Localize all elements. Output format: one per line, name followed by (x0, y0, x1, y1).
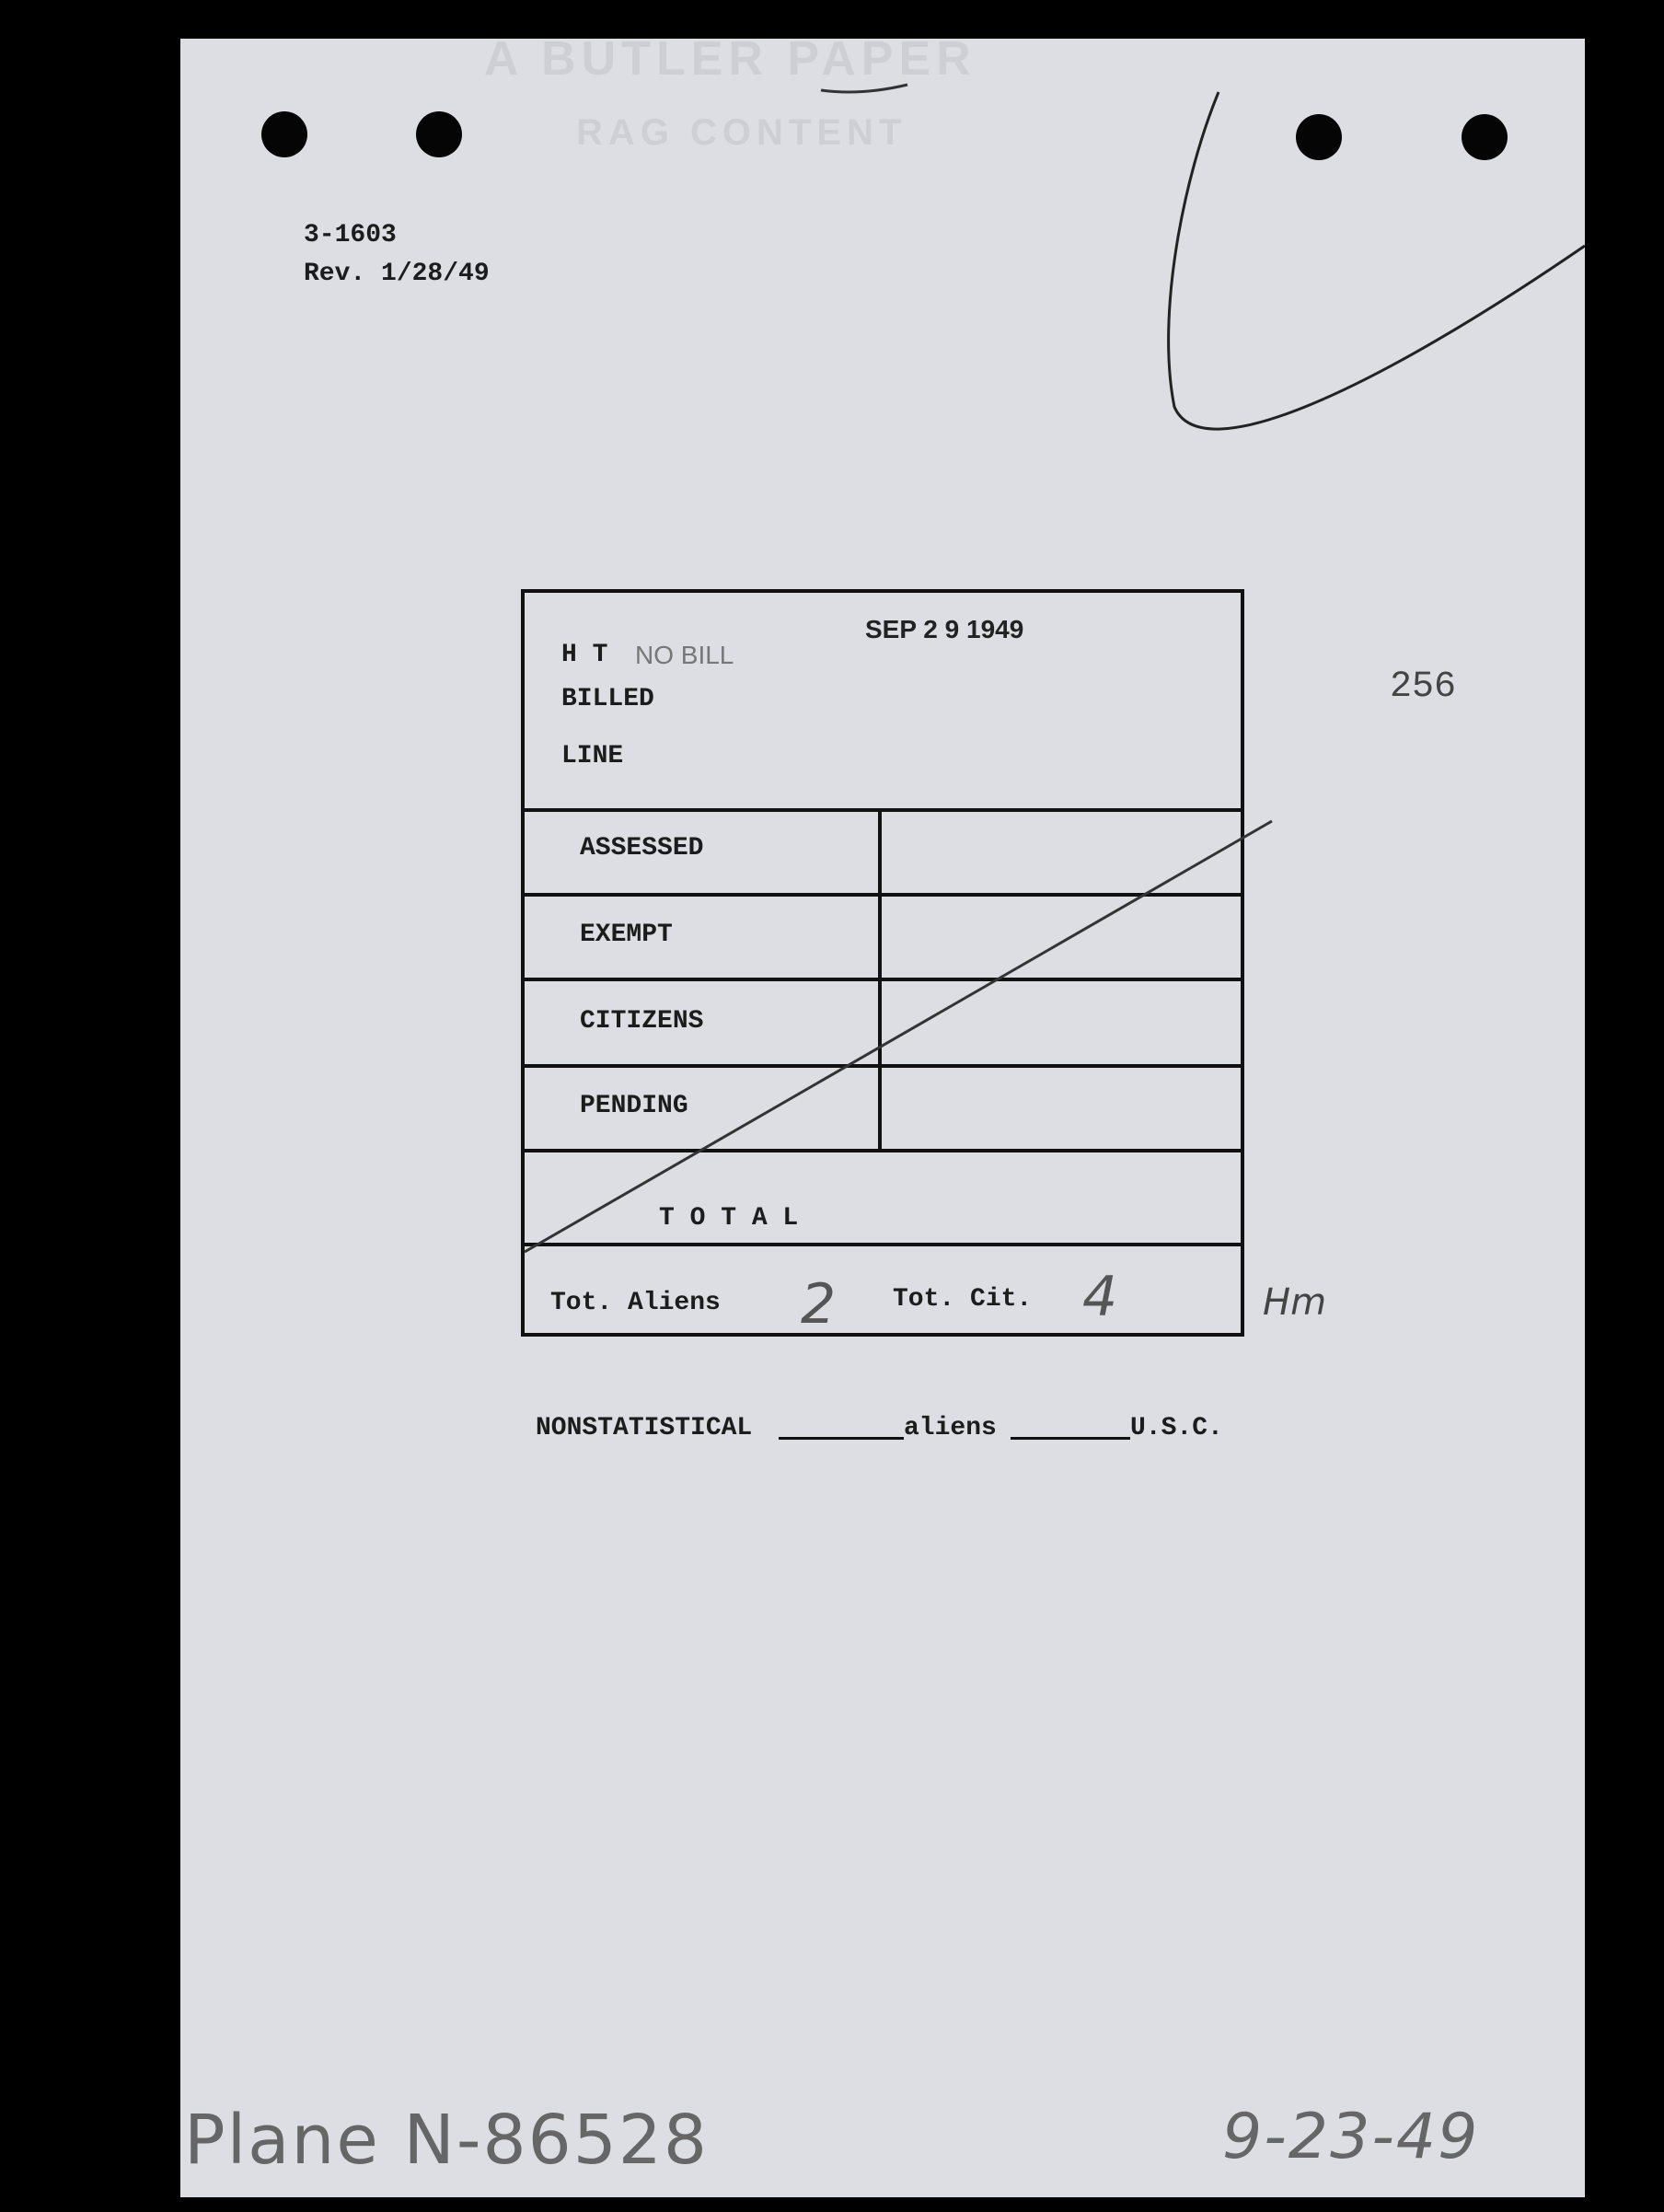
page-number: 256 (1390, 666, 1457, 708)
nonstatistical-label: NONSTATISTICAL (536, 1414, 753, 1442)
nonstatistical-aliens-label: aliens (904, 1414, 997, 1442)
category-exempt-label: EXEMPT (580, 921, 673, 949)
handwritten-date: 9-23-49 (1222, 2101, 1480, 2173)
date-stamp: SEP 2 9 1949 (865, 615, 1024, 643)
document-page (180, 32, 1585, 2197)
tot-cit-label: Tot. Cit. (893, 1285, 1033, 1314)
tot-aliens-value: 2 (801, 1272, 837, 1337)
category-pending-label: PENDING (580, 1092, 688, 1120)
handwritten-plane-number: Plane N-86528 (184, 2101, 709, 2180)
tot-cit-value: 4 (1082, 1265, 1118, 1329)
watermark-line-1: A BUTLER PAPER (484, 32, 976, 86)
line-label: LINE (561, 742, 624, 770)
watermark-line-2: RAG CONTENT (576, 112, 907, 153)
category-assessed-label: ASSESSED (580, 834, 704, 863)
nonstatistical-blank-2 (1011, 1437, 1130, 1440)
total-label: T O T A L (659, 1204, 799, 1233)
category-citizens-label: CITIZENS (580, 1007, 704, 1036)
form-number: 3-1603 (304, 221, 397, 249)
nonstatistical-blank-1 (779, 1437, 904, 1440)
strike-through-line (180, 39, 1585, 1346)
billed-label: BILLED (561, 685, 654, 713)
nonstatistical-usc-label: U.S.C. (1130, 1414, 1223, 1442)
tot-aliens-label: Tot. Aliens (550, 1289, 721, 1317)
form-revision: Rev. 1/28/49 (304, 260, 490, 288)
no-bill-stamp: NO BILL (635, 641, 734, 669)
ht-label: H T (561, 641, 608, 669)
initials: Hm (1263, 1281, 1327, 1324)
